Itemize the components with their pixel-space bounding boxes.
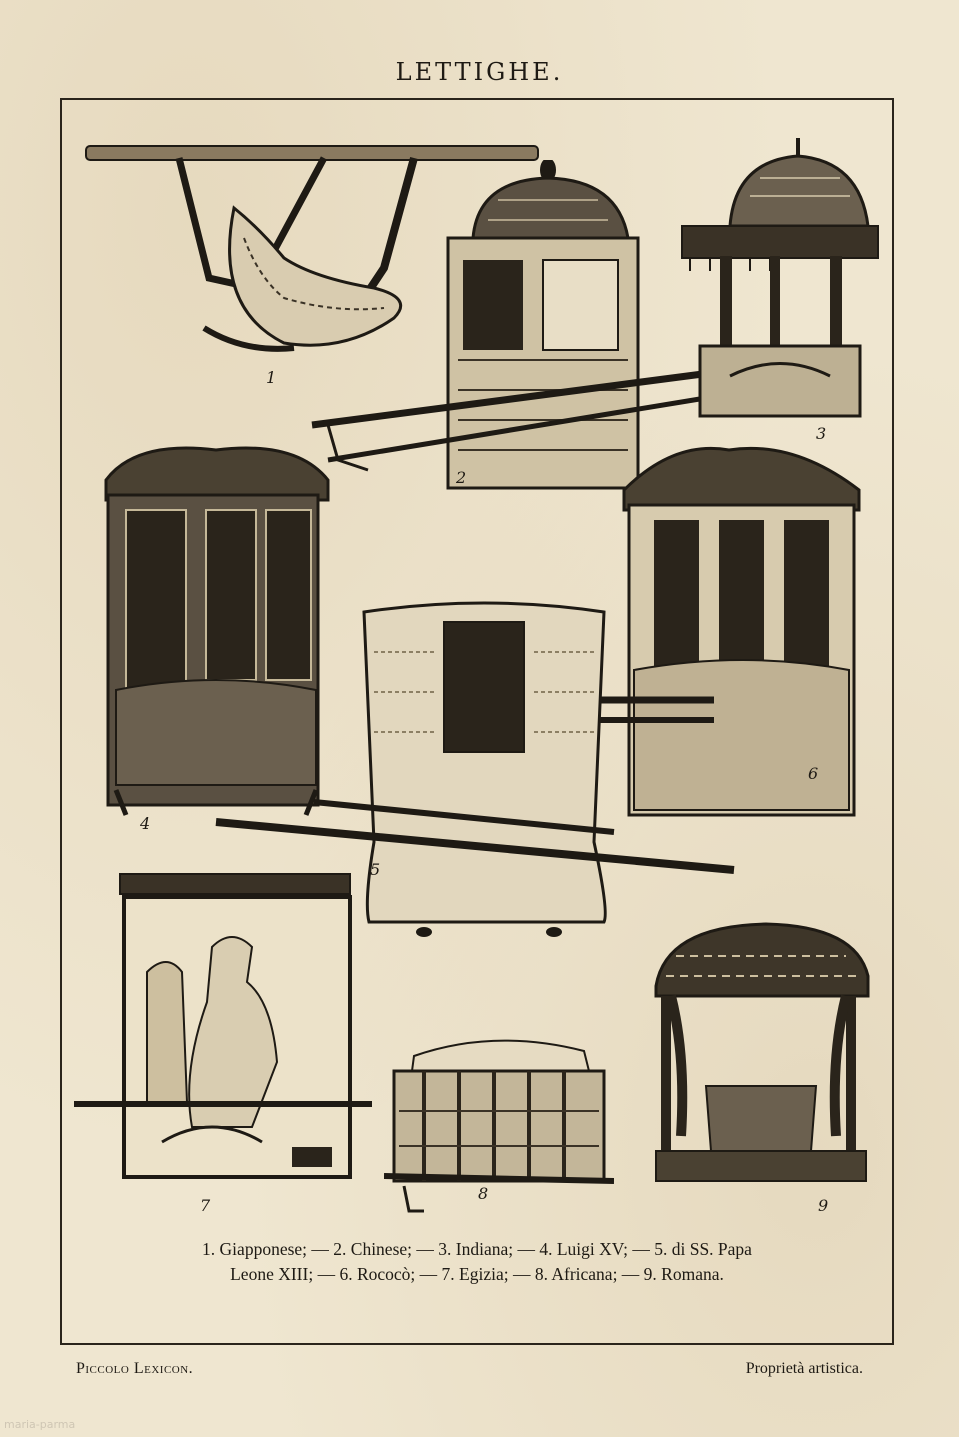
plate-caption	[60, 1237, 894, 1287]
figure-1-number: 1	[266, 368, 277, 387]
figure-9-illustration	[646, 916, 876, 1184]
figure-9-number: 9	[818, 1196, 829, 1215]
caption-line-2: Leone XIII; — 6. Rococò; — 7. Egizia; — 8. Africana; — 9. Romana.	[230, 1264, 724, 1284]
figure-4-number: 4	[140, 814, 151, 833]
figure-7-number: 7	[200, 1196, 211, 1215]
page-title: LETTIGHE.	[395, 58, 564, 86]
figure-3-illustration	[680, 136, 880, 421]
figure-8-illustration	[384, 1026, 614, 1216]
figure-3-number: 3	[816, 424, 827, 443]
figure-7-illustration	[72, 872, 372, 1182]
figure-8-number: 8	[478, 1184, 489, 1203]
caption-line-1: 1. Giapponese; — 2. Chinese; — 3. Indiana; — 4. Luigi XV; — 5. di SS. Papa	[202, 1239, 752, 1259]
figure-2-number: 2	[456, 468, 467, 487]
figure-5-number: 5	[370, 860, 381, 879]
figure-6-number: 6	[808, 764, 819, 783]
watermark-text: maria-parma	[4, 1418, 76, 1431]
footer-publisher: Piccolo Lexicon.	[76, 1360, 194, 1377]
footer-copyright: Proprietà artistica.	[745, 1360, 863, 1377]
